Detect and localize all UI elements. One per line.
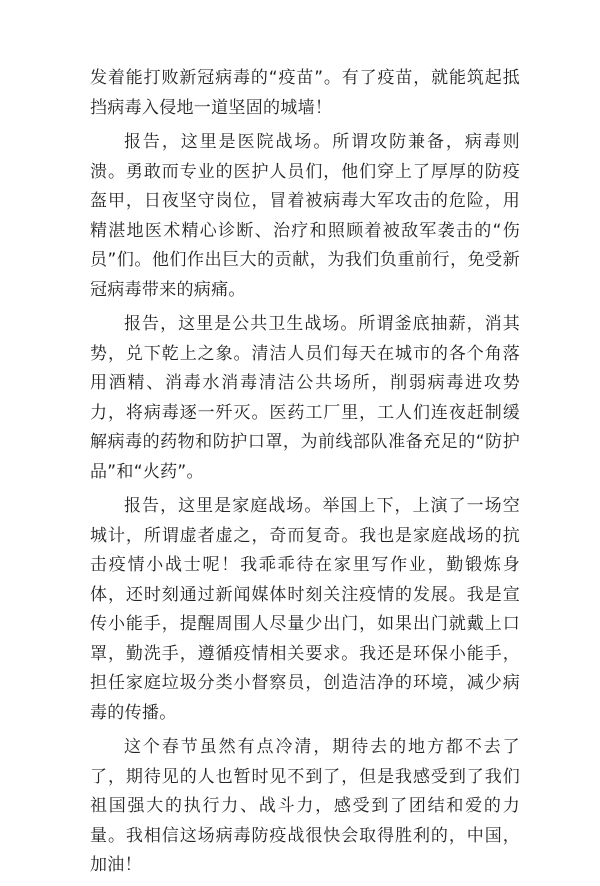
- paragraph-1: 发着能打败新冠病毒的“疫苗”。有了疫苗，就能筑起抵挡病毒入侵地一道坚固的城墙！: [90, 68, 520, 118]
- paragraph-3: 报告，这里是公共卫生战场。所谓釜底抽薪，消其势，兑下乾上之象。清洁人员们每天在城市的各个角落用酒精、消毒水消毒清洁公共场所，削弱病毒进攻势力，将病毒逐一歼灭。医药工厂里，工人们连夜赶制缓解病毒的药物和防护口罩，为前线部队准备充足的“防护品”和“火药”。: [90, 314, 520, 482]
- paragraph-5: 这个春节虽然有点冷清，期待去的地方都不去了了，期待见的人也暂时见不到了，但是我感受到了我们祖国强大的执行力、战斗力，感受到了团结和爱的力量。我相信这场病毒防疫战很快会取得胜利的，中国，加油！: [90, 737, 520, 875]
- essay-body: [90, 64, 520, 886]
- paragraph-2: 报告，这里是医院战场。所谓攻防兼备，病毒则溃。勇敢而专业的医护人员们，他们穿上了厚厚的防疫盔甲，日夜坚守岗位，冒着被病毒大军攻击的危险，用精湛地医术精心诊断、治疗和照顾着被敌军袭击的“伤员”们。他们作出巨大的贡献，为我们负重前行，免受新冠病毒带来的病痛。: [90, 132, 520, 300]
- paragraph-4: 报告，这里是家庭战场。举国上下，上演了一场空城计，所谓虚者虚之，奇而复奇。我也是家庭战场的抗击疫情小战士呢！我乖乖待在家里写作业，勤锻炼身体，还时刻通过新闻媒体时刻关注疫情的发展。我是宣传小能手，提醒周围人尽量少出门，如果出门就戴上口罩，勤洗手，遵循疫情相关要求。我还是环保小能手，担任家庭垃圾分类小督察员，创造洁净的环境，减少病毒的传播。: [90, 496, 520, 723]
